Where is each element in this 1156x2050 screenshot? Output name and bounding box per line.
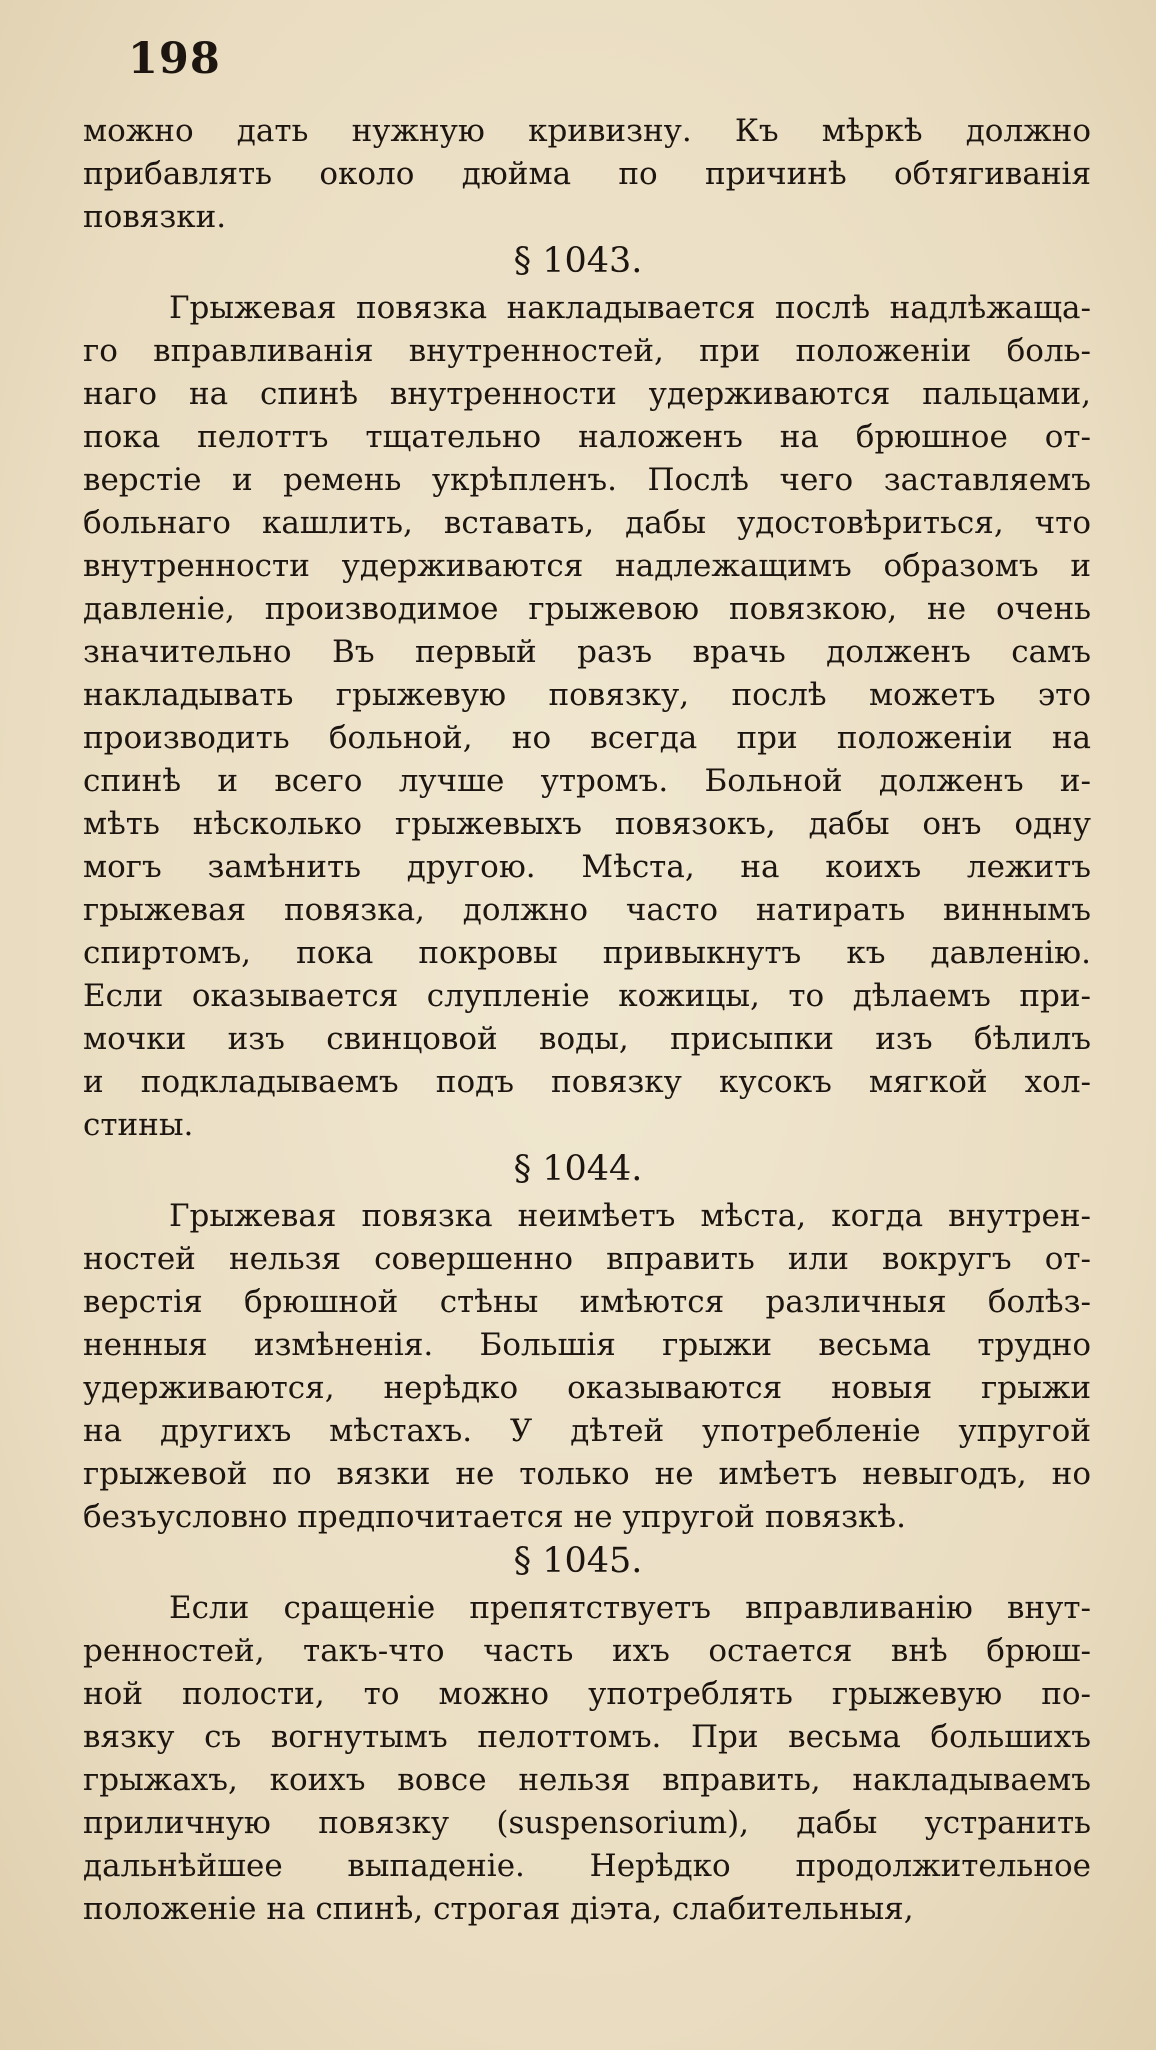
- text-line: и подкладываемъ подъ повязку кусокъ мягкой хол-: [83, 1064, 1091, 1100]
- paragraph: [83, 287, 1091, 1147]
- text-line: удерживаются, нерѣдко оказываются новыя грыжи: [83, 1370, 1091, 1406]
- section-heading: § 1045.: [513, 1541, 643, 1581]
- text-line: Грыжевая повязка накладывается послѣ надлѣжаща-: [169, 290, 1091, 326]
- text-line: накладывать грыжевую повязку, послѣ можетъ это: [83, 677, 1091, 713]
- text-line: приличную повязку (suspensorium), дабы устранить: [83, 1805, 1091, 1841]
- text-line: производить больной, но всегда при положеніи на: [83, 720, 1091, 756]
- text-line: повязки.: [83, 199, 227, 235]
- text-line: положеніе на спинѣ, строгая діэта, слабительныя,: [83, 1891, 914, 1927]
- text-line: ной полости, то можно употреблять грыжевую по-: [83, 1676, 1091, 1712]
- text-line: мѣть нѣсколько грыжевыхъ повязокъ, дабы онъ одну: [83, 806, 1091, 842]
- text-line: грыжевой по вязки не только не имѣетъ невыгодъ, но: [83, 1456, 1091, 1492]
- text-line: спиртомъ, пока покровы привыкнутъ къ давленію.: [83, 935, 1091, 971]
- text-line: на другихъ мѣстахъ. У дѣтей употребленіе упругой: [83, 1413, 1091, 1449]
- text-line: верстія брюшной стѣны имѣются различныя болѣз-: [83, 1284, 1091, 1320]
- paragraph: [83, 1587, 1091, 1931]
- page-number: 198: [128, 34, 221, 84]
- text-line: наго на спинѣ внутренности удерживаются пальцами,: [83, 376, 1091, 412]
- paragraph: [83, 110, 1091, 239]
- text-line: Если сращеніе препятствуетъ вправливанію внут-: [169, 1590, 1091, 1626]
- text-line: грыжевая повязка, должно часто натирать виннымъ: [83, 892, 1091, 928]
- text-line: значительно Въ первый разъ врачь долженъ самъ: [83, 634, 1091, 670]
- text-line: давленіе, производимое грыжевою повязкою, не очень: [83, 591, 1091, 627]
- text-line: вязку съ вогнутымъ пелоттомъ. При весьма большихъ: [83, 1719, 1091, 1755]
- section-heading: § 1043.: [513, 241, 643, 281]
- text-line: больнаго кашлить, вставать, дабы удостовѣриться, что: [83, 505, 1091, 541]
- text-line: можно дать нужную кривизну. Къ мѣркѣ должно: [83, 113, 1091, 149]
- text-line: го вправливанія внутренностей, при положеніи боль-: [83, 333, 1091, 369]
- text-line: внутренности удерживаются надлежащимъ образомъ и: [83, 548, 1091, 584]
- text-line: Грыжевая повязка неимѣетъ мѣста, когда внутрен-: [169, 1198, 1091, 1234]
- text-line: могъ замѣнить другою. Мѣста, на коихъ лежитъ: [83, 849, 1091, 885]
- text-line: верстіе и ремень укрѣпленъ. Послѣ чего заставляемъ: [83, 462, 1091, 498]
- text-line: безъусловно предпочитается не упругой повязкѣ.: [83, 1499, 906, 1535]
- text-line: мочки изъ свинцовой воды, присыпки изъ бѣлилъ: [83, 1021, 1091, 1057]
- text-line: пока пелоттъ тщательно наложенъ на брюшное от-: [83, 419, 1091, 455]
- text-line: ренностей, такъ-что часть ихъ остается внѣ брюш-: [83, 1633, 1091, 1669]
- text-line: ненныя измѣненія. Большія грыжи весьма трудно: [83, 1327, 1091, 1363]
- text-line: спинѣ и всего лучше утромъ. Больной долженъ и-: [83, 763, 1091, 799]
- text-line: стины.: [83, 1107, 194, 1143]
- section-heading: § 1044.: [513, 1149, 643, 1189]
- text-line: грыжахъ, коихъ вовсе нельзя вправить, накладываемъ: [83, 1762, 1091, 1798]
- text-line: Если оказывается слупленіе кожицы, то дѣлаемъ при-: [83, 978, 1091, 1014]
- text-line: дальнѣйшее выпаденіе. Нерѣдко продолжительное: [83, 1848, 1091, 1884]
- paragraph: [83, 1195, 1091, 1539]
- text-line: прибавлять около дюйма по причинѣ обтягиванія: [83, 156, 1091, 192]
- text-line: ностей нельзя совершенно вправить или вокругъ от-: [83, 1241, 1091, 1277]
